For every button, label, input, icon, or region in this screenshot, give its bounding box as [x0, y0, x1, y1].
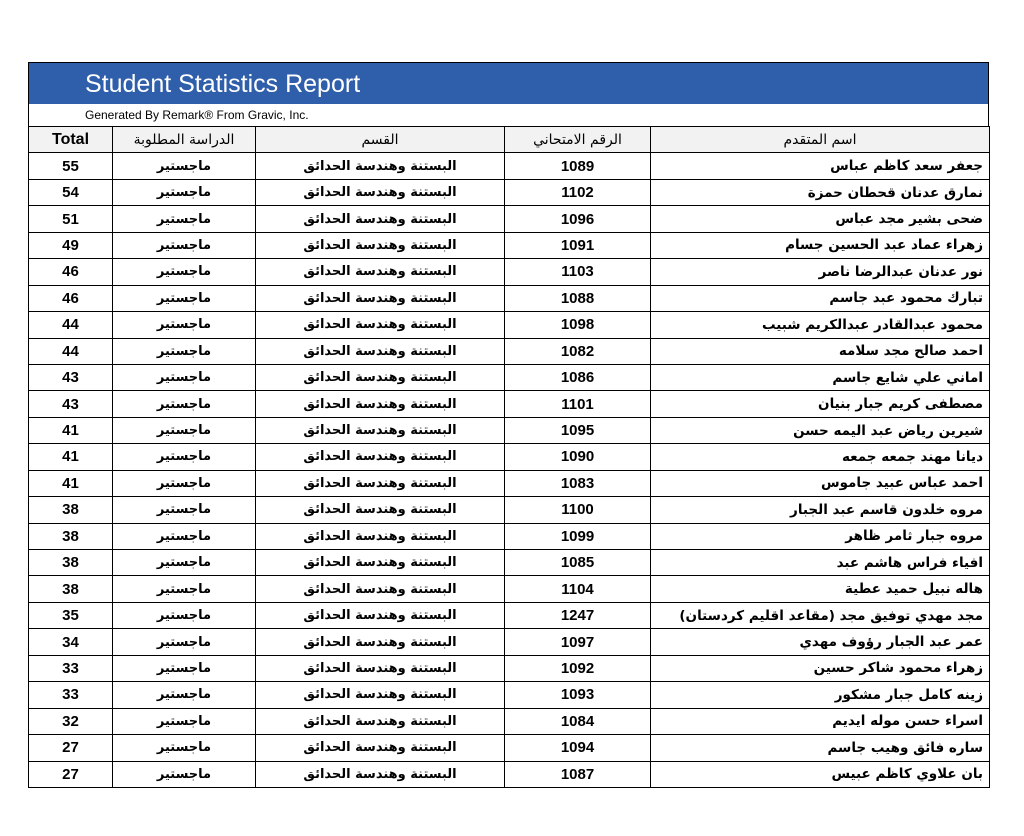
cell-department: البستنة وهندسة الحدائق: [256, 655, 505, 681]
table-row: [29, 735, 990, 761]
table-row: [29, 602, 990, 628]
cell-exam-no: 1101: [505, 391, 651, 417]
table-row: [29, 523, 990, 549]
cell-department: البستنة وهندسة الحدائق: [256, 735, 505, 761]
cell-exam-no: 1091: [505, 232, 651, 258]
table-row: [29, 206, 990, 232]
cell-total: 35: [29, 602, 113, 628]
table-row: [29, 179, 990, 205]
cell-total: 38: [29, 550, 113, 576]
cell-study: ماجستير: [113, 285, 256, 311]
cell-name: نور عدنان عبدالرضا ناصر: [651, 259, 990, 285]
table-row: [29, 364, 990, 390]
cell-name: احمد عباس عبيد جاموس: [651, 470, 990, 496]
table-row: [29, 629, 990, 655]
cell-total: 41: [29, 470, 113, 496]
header-total: Total: [29, 127, 113, 153]
cell-name: مجد مهدي توفيق مجد (مقاعد اقليم كردستان): [651, 602, 990, 628]
table-row: [29, 285, 990, 311]
cell-name: احمد صالح مجد سلامه: [651, 338, 990, 364]
table-row: [29, 497, 990, 523]
cell-study: ماجستير: [113, 497, 256, 523]
cell-name: زهراء عماد عبد الحسين جسام: [651, 232, 990, 258]
cell-study: ماجستير: [113, 761, 256, 787]
cell-name: زينه كامل جبار مشكور: [651, 682, 990, 708]
cell-study: ماجستير: [113, 655, 256, 681]
cell-exam-no: 1089: [505, 153, 651, 179]
report-subtitle: Generated By Remark® From Gravic, Inc.: [28, 104, 989, 126]
cell-name: اسراء حسن موله ايديم: [651, 708, 990, 734]
cell-exam-no: 1092: [505, 655, 651, 681]
table-row: [29, 312, 990, 338]
table-row: [29, 761, 990, 787]
cell-department: البستنة وهندسة الحدائق: [256, 761, 505, 787]
cell-name: جعفر سعد كاظم عباس: [651, 153, 990, 179]
cell-exam-no: 1088: [505, 285, 651, 311]
cell-total: 51: [29, 206, 113, 232]
table-row: [29, 470, 990, 496]
cell-total: 27: [29, 761, 113, 787]
student-statistics-report: [28, 62, 989, 788]
cell-total: 54: [29, 179, 113, 205]
cell-total: 55: [29, 153, 113, 179]
cell-total: 43: [29, 364, 113, 390]
cell-exam-no: 1083: [505, 470, 651, 496]
cell-department: البستنة وهندسة الحدائق: [256, 364, 505, 390]
table-row: [29, 682, 990, 708]
cell-total: 38: [29, 497, 113, 523]
cell-department: البستنة وهندسة الحدائق: [256, 602, 505, 628]
cell-department: البستنة وهندسة الحدائق: [256, 179, 505, 205]
table-row: [29, 338, 990, 364]
cell-total: 44: [29, 312, 113, 338]
cell-name: مروه جبار ثامر ظاهر: [651, 523, 990, 549]
cell-total: 41: [29, 444, 113, 470]
cell-department: البستنة وهندسة الحدائق: [256, 153, 505, 179]
cell-department: البستنة وهندسة الحدائق: [256, 629, 505, 655]
statistics-table: [28, 126, 990, 788]
cell-name: اماني علي شايع جاسم: [651, 364, 990, 390]
cell-study: ماجستير: [113, 232, 256, 258]
cell-total: 46: [29, 285, 113, 311]
cell-department: البستنة وهندسة الحدائق: [256, 550, 505, 576]
table-row: [29, 444, 990, 470]
cell-total: 38: [29, 523, 113, 549]
table-row: [29, 550, 990, 576]
cell-exam-no: 1087: [505, 761, 651, 787]
cell-study: ماجستير: [113, 444, 256, 470]
cell-exam-no: 1100: [505, 497, 651, 523]
table-body: [29, 153, 990, 788]
cell-study: ماجستير: [113, 602, 256, 628]
header-department: القسم: [256, 127, 505, 153]
cell-department: البستنة وهندسة الحدائق: [256, 576, 505, 602]
table-header-row: [29, 127, 990, 153]
cell-department: البستنة وهندسة الحدائق: [256, 470, 505, 496]
cell-department: البستنة وهندسة الحدائق: [256, 682, 505, 708]
header-study: الدراسة المطلوبة: [113, 127, 256, 153]
cell-department: البستنة وهندسة الحدائق: [256, 206, 505, 232]
cell-department: البستنة وهندسة الحدائق: [256, 523, 505, 549]
cell-study: ماجستير: [113, 550, 256, 576]
table-row: [29, 153, 990, 179]
cell-study: ماجستير: [113, 682, 256, 708]
cell-name: ساره فائق وهيب جاسم: [651, 735, 990, 761]
table-row: [29, 655, 990, 681]
cell-study: ماجستير: [113, 576, 256, 602]
cell-department: البستنة وهندسة الحدائق: [256, 312, 505, 338]
cell-total: 49: [29, 232, 113, 258]
cell-study: ماجستير: [113, 708, 256, 734]
cell-study: ماجستير: [113, 391, 256, 417]
cell-name: ديانا مهند جمعه جمعه: [651, 444, 990, 470]
cell-study: ماجستير: [113, 364, 256, 390]
table-row: [29, 391, 990, 417]
cell-name: افياء فراس هاشم عبد: [651, 550, 990, 576]
cell-exam-no: 1084: [505, 708, 651, 734]
cell-department: البستنة وهندسة الحدائق: [256, 338, 505, 364]
table-row: [29, 417, 990, 443]
cell-name: بان علاوي كاظم عبيس: [651, 761, 990, 787]
cell-total: 32: [29, 708, 113, 734]
cell-study: ماجستير: [113, 338, 256, 364]
cell-study: ماجستير: [113, 179, 256, 205]
table-row: [29, 232, 990, 258]
cell-exam-no: 1103: [505, 259, 651, 285]
cell-exam-no: 1099: [505, 523, 651, 549]
cell-total: 33: [29, 655, 113, 681]
cell-exam-no: 1093: [505, 682, 651, 708]
cell-exam-no: 1090: [505, 444, 651, 470]
cell-total: 43: [29, 391, 113, 417]
cell-exam-no: 1094: [505, 735, 651, 761]
cell-total: 44: [29, 338, 113, 364]
cell-exam-no: 1095: [505, 417, 651, 443]
cell-department: البستنة وهندسة الحدائق: [256, 232, 505, 258]
cell-study: ماجستير: [113, 153, 256, 179]
cell-exam-no: 1098: [505, 312, 651, 338]
cell-study: ماجستير: [113, 470, 256, 496]
cell-exam-no: 1247: [505, 602, 651, 628]
cell-name: ضحى بشير مجد عباس: [651, 206, 990, 232]
cell-department: البستنة وهندسة الحدائق: [256, 444, 505, 470]
cell-total: 38: [29, 576, 113, 602]
cell-name: هاله نبيل حميد عطية: [651, 576, 990, 602]
cell-exam-no: 1082: [505, 338, 651, 364]
cell-study: ماجستير: [113, 629, 256, 655]
cell-study: ماجستير: [113, 417, 256, 443]
cell-name: زهراء محمود شاكر حسين: [651, 655, 990, 681]
cell-total: 34: [29, 629, 113, 655]
table-row: [29, 576, 990, 602]
cell-study: ماجستير: [113, 259, 256, 285]
cell-department: البستنة وهندسة الحدائق: [256, 259, 505, 285]
cell-name: عمر عبد الجبار رؤوف مهدي: [651, 629, 990, 655]
header-exam-no: الرقم الامتحاني: [505, 127, 651, 153]
cell-department: البستنة وهندسة الحدائق: [256, 497, 505, 523]
cell-study: ماجستير: [113, 523, 256, 549]
table-row: [29, 708, 990, 734]
cell-study: ماجستير: [113, 206, 256, 232]
cell-exam-no: 1086: [505, 364, 651, 390]
table-row: [29, 259, 990, 285]
cell-study: ماجستير: [113, 735, 256, 761]
cell-name: مصطفى كريم جبار بنيان: [651, 391, 990, 417]
cell-total: 46: [29, 259, 113, 285]
cell-department: البستنة وهندسة الحدائق: [256, 708, 505, 734]
cell-name: تبارك محمود عبد جاسم: [651, 285, 990, 311]
cell-department: البستنة وهندسة الحدائق: [256, 285, 505, 311]
cell-name: شيرين رياض عبد اليمه حسن: [651, 417, 990, 443]
cell-name: نمارق عدنان قحطان حمزة: [651, 179, 990, 205]
cell-exam-no: 1102: [505, 179, 651, 205]
cell-department: البستنة وهندسة الحدائق: [256, 391, 505, 417]
cell-total: 33: [29, 682, 113, 708]
cell-name: مروه خلدون قاسم عبد الجبار: [651, 497, 990, 523]
report-title: Student Statistics Report: [28, 62, 989, 104]
cell-exam-no: 1097: [505, 629, 651, 655]
cell-exam-no: 1104: [505, 576, 651, 602]
cell-department: البستنة وهندسة الحدائق: [256, 417, 505, 443]
cell-total: 41: [29, 417, 113, 443]
cell-total: 27: [29, 735, 113, 761]
cell-exam-no: 1096: [505, 206, 651, 232]
header-name: اسم المتقدم: [651, 127, 990, 153]
cell-exam-no: 1085: [505, 550, 651, 576]
cell-name: محمود عبدالقادر عبدالكريم شبيب: [651, 312, 990, 338]
cell-study: ماجستير: [113, 312, 256, 338]
